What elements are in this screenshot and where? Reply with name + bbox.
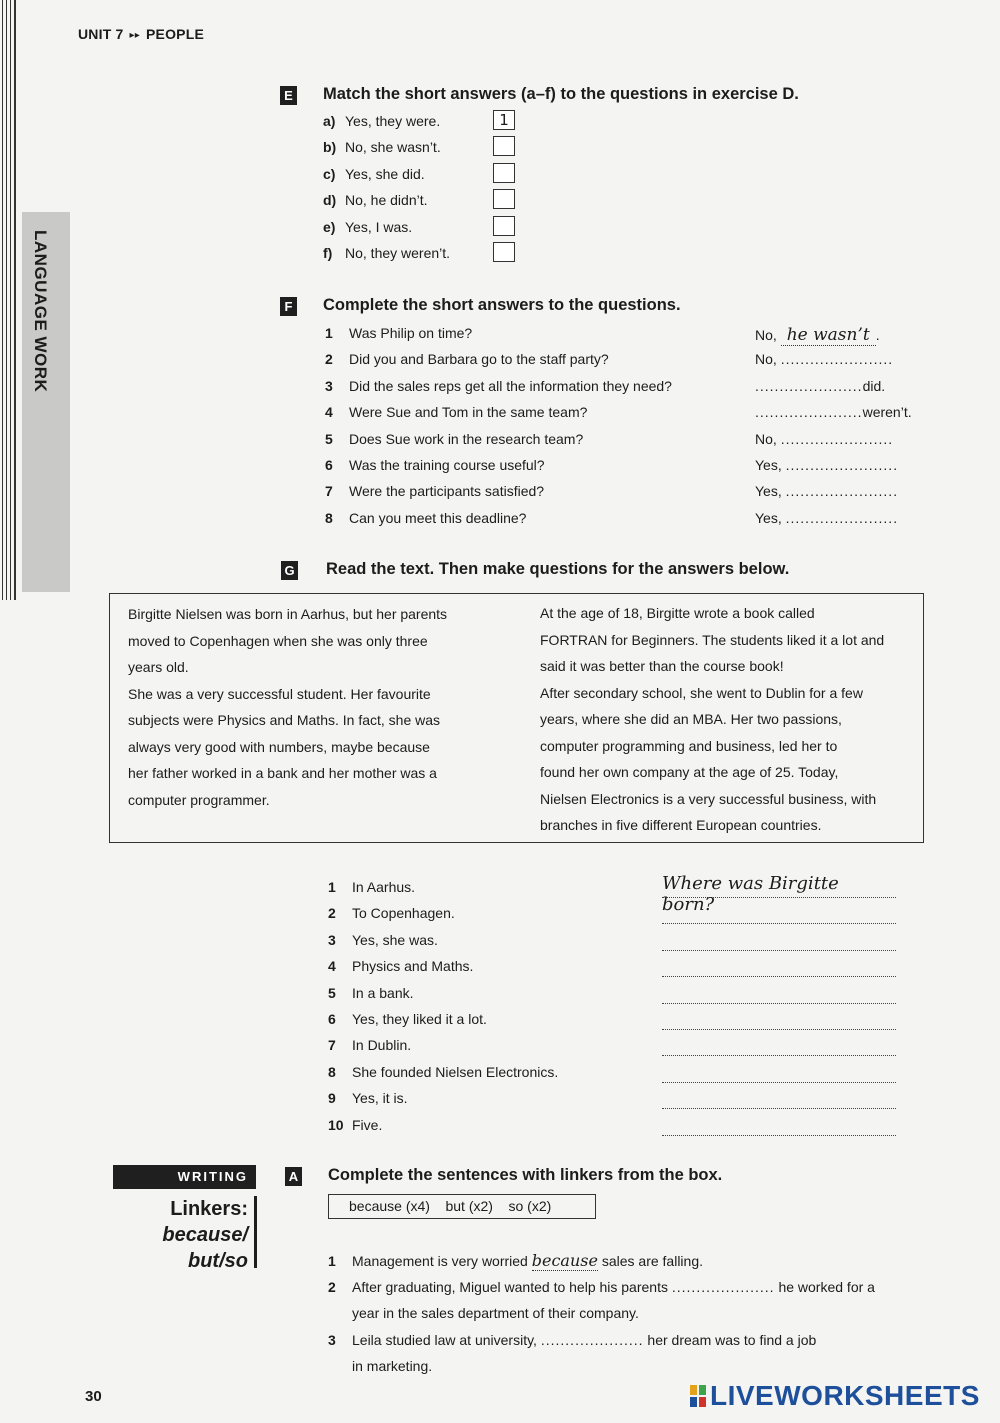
text-line: At the age of 18, Birgitte wrote a book called: [540, 605, 815, 621]
sentence-number: 3: [328, 1332, 336, 1348]
answer-blank[interactable]: ......................: [785, 457, 894, 473]
answer-blank[interactable]: ......................: [785, 509, 894, 526]
writing-label: WRITING: [113, 1165, 256, 1189]
text-line: branches in five different European countries.: [540, 817, 822, 833]
answer-blank[interactable]: ......................: [755, 404, 863, 421]
sentence-item: [328, 1274, 928, 1326]
text-line: found her own company at the age of 25. Today,: [540, 764, 839, 780]
sentence-line: [328, 1274, 928, 1300]
item-letter: e): [323, 219, 336, 235]
item-answer: To Copenhagen.: [352, 905, 455, 922]
answer-item: [328, 958, 473, 974]
item-answer: In Aarhus.: [352, 879, 416, 895]
answer-item: [328, 1064, 558, 1080]
item-text: Yes, she did.: [345, 166, 425, 182]
question-number: 5: [325, 430, 333, 447]
answer-suffix: .: [888, 430, 893, 447]
answer-item: [328, 879, 415, 895]
answer-blank[interactable]: he wasn’t: [781, 325, 876, 346]
sentence-line: [328, 1327, 928, 1353]
reading-text-right: [540, 600, 920, 839]
item-answer: Yes, she was.: [352, 931, 438, 948]
item-letter: a): [323, 113, 336, 129]
item-number: 3: [328, 931, 336, 948]
sentence-end: her dream was to find a job: [643, 1332, 817, 1348]
sentence-end: sales are falling.: [597, 1253, 704, 1269]
match-item: [323, 245, 450, 261]
answer-suffix: .: [875, 327, 880, 343]
item-answer: Five.: [352, 1116, 383, 1133]
question-blank[interactable]: [662, 979, 896, 1004]
linker-blank[interactable]: because: [531, 1251, 598, 1270]
question-text: Were Sue and Tom in the same team?: [349, 404, 588, 421]
question-text: Does Sue work in the research team?: [349, 430, 584, 447]
question-item: [325, 378, 672, 394]
question-number: 7: [325, 483, 333, 500]
linker-blank[interactable]: .....................: [671, 1279, 775, 1295]
item-number: 2: [328, 905, 336, 922]
answer-blank[interactable]: ......................: [780, 351, 889, 368]
answer-prefix: No,: [755, 351, 781, 368]
text-line: After secondary school, she went to Dublin for a few: [540, 684, 863, 701]
question-number: 4: [325, 404, 333, 421]
answer-item: [328, 932, 438, 948]
text-line: years old.: [128, 659, 189, 675]
item-text: No, they weren’t.: [345, 245, 451, 261]
answer-suffix: weren’t.: [862, 404, 912, 421]
question-text: Were the participants satisfied?: [349, 483, 545, 500]
item-text: Yes, I was.: [345, 219, 413, 235]
section-g-badge: G: [281, 561, 298, 580]
answer-box[interactable]: 1: [493, 110, 515, 130]
answer-suffix: .: [893, 509, 898, 526]
question-blank[interactable]: [662, 899, 896, 924]
text-line: Birgitte Nielsen was born in Aarhus, but her parents: [128, 606, 448, 622]
answer-item: [328, 985, 414, 1001]
answer-box[interactable]: [493, 163, 515, 183]
text-line: Nielsen Electronics is a very successful business, with: [540, 790, 877, 807]
question-blank[interactable]: [662, 1058, 896, 1083]
question-number: 3: [325, 377, 333, 394]
question-blank[interactable]: [662, 1005, 896, 1030]
question-item: [325, 325, 472, 341]
question-text: Was the training course useful?: [349, 457, 545, 473]
sentence-start: Management is very worried: [352, 1253, 532, 1269]
short-answer[interactable]: [755, 351, 892, 367]
match-item: [323, 219, 412, 235]
item-number: 10: [328, 1116, 344, 1133]
question-blank[interactable]: [662, 952, 896, 977]
text-line: years, where she did an MBA. Her two passions,: [540, 711, 842, 727]
item-letter: c): [323, 166, 336, 182]
question-number: 6: [325, 457, 333, 473]
item-answer: In Dublin.: [352, 1037, 412, 1054]
writing-subtitle-3: but/so: [188, 1250, 248, 1272]
sentence-continuation: year in the sales department of their company.: [352, 1305, 639, 1321]
writing-subtitle: [130, 1196, 248, 1274]
match-item: [323, 192, 428, 208]
arrows-icon: ▸▸: [129, 30, 140, 41]
item-number: 8: [328, 1063, 336, 1080]
question-blank[interactable]: [662, 873, 896, 915]
item-number: 6: [328, 1011, 336, 1027]
answer-prefix: Yes,: [755, 483, 786, 500]
item-answer: She founded Nielsen Electronics.: [352, 1063, 559, 1080]
question-blank[interactable]: [662, 1111, 896, 1136]
short-answer[interactable]: [755, 378, 885, 394]
linker-blank[interactable]: .....................: [540, 1332, 644, 1348]
side-tab-label: LANGUAGE WORK: [31, 230, 50, 393]
answer-prefix: No,: [755, 327, 781, 343]
unit-label: UNIT 7: [78, 26, 124, 42]
section-a-badge: A: [285, 1167, 302, 1186]
text-line: subjects were Physics and Maths. In fact, she was: [128, 712, 441, 728]
text-line: FORTRAN for Beginners. The students liked it a lot and: [540, 631, 885, 648]
liveworksheets-logo-icon: [690, 1385, 706, 1407]
text-line: computer programming and business, led her to: [540, 737, 838, 754]
sentence-item: [328, 1248, 928, 1274]
item-answer: Physics and Maths.: [352, 958, 474, 975]
question-blank[interactable]: [662, 1084, 896, 1109]
text-line: moved to Copenhagen when she was only three: [128, 632, 428, 649]
short-answer[interactable]: [755, 325, 880, 345]
question-text: Can you meet this deadline?: [349, 509, 527, 526]
section-f-badge: F: [280, 297, 297, 316]
item-number: 5: [328, 984, 336, 1001]
answer-suffix: did.: [862, 377, 886, 394]
binding-lines: [0, 0, 16, 600]
writing-subtitle-2: because/: [162, 1224, 248, 1246]
sentence-number: 1: [328, 1253, 336, 1269]
linkers-box: because (x4) but (x2) so (x2): [328, 1194, 596, 1219]
short-answer[interactable]: [755, 431, 892, 447]
text-line: She was a very successful student. Her favourite: [128, 685, 431, 702]
question-text: Was Philip on time?: [349, 325, 473, 341]
question-number: 2: [325, 351, 333, 368]
question-number: 8: [325, 509, 333, 526]
section-f-title: Complete the short answers to the questions.: [323, 296, 681, 314]
item-number: 4: [328, 958, 336, 975]
answer-suffix: .: [893, 457, 898, 473]
answer-item: [328, 1011, 487, 1027]
question-blank[interactable]: [662, 926, 896, 951]
answer-box[interactable]: [493, 216, 515, 236]
item-number: 7: [328, 1037, 336, 1054]
sentence-line: [328, 1248, 928, 1274]
question-text: Did you and Barbara go to the staff party?: [349, 351, 609, 368]
answer-item: [328, 905, 455, 921]
page-header: [78, 26, 204, 42]
sentence-start: Leila studied law at university,: [352, 1332, 541, 1348]
short-answer[interactable]: [755, 483, 897, 499]
answer-box[interactable]: [493, 242, 515, 262]
short-answer[interactable]: [755, 510, 897, 526]
match-item: [323, 166, 425, 182]
topic-label: PEOPLE: [146, 26, 204, 42]
question-answer: Where was Birgitte born?: [662, 873, 839, 915]
item-number: 9: [328, 1090, 336, 1107]
page-number: 30: [85, 1388, 102, 1405]
question-number: 1: [325, 325, 333, 341]
answer-item: [328, 1117, 382, 1133]
answer-suffix: .: [893, 483, 898, 500]
answer-suffix: .: [888, 351, 893, 368]
question-item: [325, 431, 583, 447]
match-item: [323, 139, 441, 155]
item-letter: b): [323, 139, 337, 155]
answer-blank[interactable]: ......................: [780, 430, 889, 447]
answer-blank[interactable]: ......................: [785, 483, 894, 500]
section-e-title: Match the short answers (a–f) to the questions in exercise D.: [323, 85, 799, 103]
question-item: [325, 457, 545, 473]
item-answer: Yes, they liked it a lot.: [352, 1011, 487, 1027]
answer-box[interactable]: [493, 189, 515, 209]
reading-text-left: [128, 601, 523, 813]
item-letter: d): [323, 192, 337, 208]
short-answer[interactable]: [755, 457, 897, 473]
answer-prefix: Yes,: [755, 509, 786, 526]
section-a-title: Complete the sentences with linkers from the box.: [328, 1166, 723, 1184]
sentence-start: After graduating, Miguel wanted to help his parents: [352, 1279, 672, 1295]
item-answer: Yes, it is.: [352, 1090, 408, 1107]
answer-item: [328, 1037, 411, 1053]
text-line: always very good with numbers, maybe because: [128, 738, 430, 755]
text-line: said it was better than the course book!: [540, 658, 784, 674]
question-item: [325, 510, 526, 526]
question-blank[interactable]: [662, 1031, 896, 1056]
sentence-item: [328, 1327, 928, 1379]
question-item: [325, 351, 609, 367]
text-line: computer programmer.: [128, 791, 270, 808]
question-text: Did the sales reps get all the information they need?: [349, 377, 672, 394]
short-answer[interactable]: [755, 404, 912, 420]
answer-blank[interactable]: ......................: [755, 377, 863, 394]
writing-divider: [254, 1196, 257, 1268]
sentence-number: 2: [328, 1279, 336, 1295]
section-g-title: Read the text. Then make questions for the answers below.: [326, 560, 790, 578]
question-item: [325, 483, 544, 499]
liveworksheets-logo[interactable]: LIVEWORKSHEETS: [710, 1380, 980, 1411]
section-e-badge: E: [280, 86, 297, 105]
item-text: Yes, they were.: [345, 113, 441, 129]
question-item: [325, 404, 587, 420]
item-number: 1: [328, 879, 336, 895]
item-letter: f): [323, 245, 333, 261]
answer-box[interactable]: [493, 136, 515, 156]
match-item: [323, 113, 440, 129]
writing-subtitle-1: Linkers:: [170, 1198, 248, 1220]
answer-prefix: No,: [755, 430, 781, 447]
answer-item: [328, 1090, 408, 1106]
text-line: her father worked in a bank and her mother was a: [128, 765, 437, 781]
answer-prefix: Yes,: [755, 457, 786, 473]
sentence-continuation: in marketing.: [352, 1358, 433, 1374]
sentence-end: he worked for a: [774, 1279, 875, 1295]
item-text: No, she wasn’t.: [345, 139, 441, 155]
item-answer: In a bank.: [352, 984, 414, 1001]
item-text: No, he didn’t.: [345, 192, 428, 208]
